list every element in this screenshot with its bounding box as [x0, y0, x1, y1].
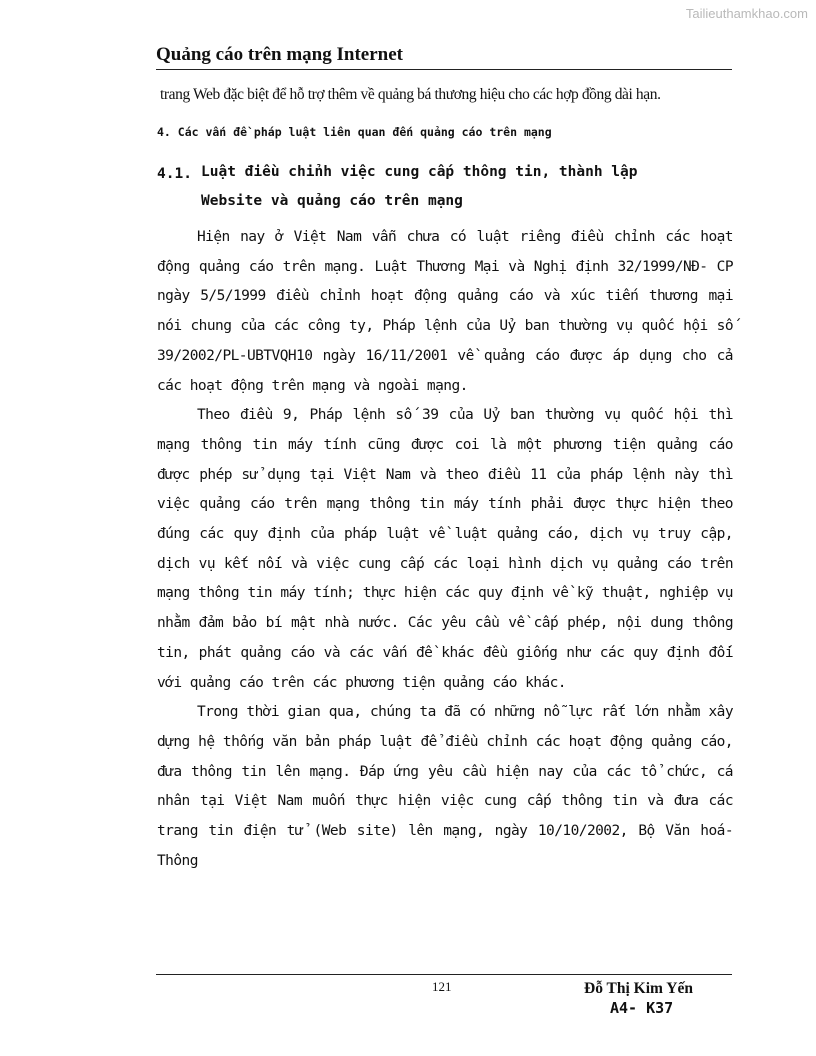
- page-number: 121: [432, 979, 452, 994]
- paragraph-1: Hiện nay ở Việt Nam vẫn chưa có luật riêng điều chỉnh các hoạt động quảng cáo trên mạng. Luật Thương Mại và Nghị định 32/1999/NĐ- CP ngày 5/5/1999 điều chỉnh hoạt động quảng cáo và xúc tiến thương mại nói chung của các công ty, Pháp lệnh của Uỷ ban thường vụ quốc hội số 39/2002/PL-UBTVQH10 ngày 16/11/2001 về quảng cáo được áp dụng cho cả các hoạt động trên mạng và ngoài mạng.: [157, 229, 733, 394]
- header-title: Quảng cáo trên mạng Internet: [156, 44, 403, 65]
- lead-line: trang Web đặc biệt để hỗ trợ thêm về quảng bá thương hiệu cho các hợp đồng dài hạn.: [160, 86, 661, 103]
- class-code: A4- K37: [610, 999, 674, 1017]
- section-4-1-line1: Luật điều chỉnh việc cung cấp thông tin, thành lập: [201, 164, 638, 180]
- body-text: [157, 223, 733, 876]
- page-header: [156, 44, 732, 70]
- author-name: Đỗ Thị Kim Yến: [584, 980, 693, 997]
- footer-divider: [156, 974, 732, 975]
- paragraph-3: Trong thời gian qua, chúng ta đã có những nỗ lực rất lớn nhằm xây dựng hệ thống văn bản pháp luật để điều chỉnh các hoạt động quảng cáo, đưa thông tin lên mạng. Đáp ứng yêu cầu hiện nay của các tổ chức, cá nhân tại Việt Nam muốn thực hiện việc cung cấp thông tin và đưa các trang tin điện tử (Web site) lên mạng, ngày 10/10/2002, Bộ Văn hoá- Thông: [157, 704, 733, 869]
- section-4-1-line2: Website và quảng cáo trên mạng: [201, 193, 463, 209]
- section-4-1-number: 4.1.: [157, 166, 192, 182]
- watermark: Tailieuthamkhao.com: [685, 6, 808, 21]
- section-4-heading: 4. Các vấn đề pháp luật liên quan đến quảng cáo trên mạng: [157, 125, 552, 139]
- paragraph-2: Theo điều 9, Pháp lệnh số 39 của Uỷ ban thường vụ quốc hội thì mạng thông tin máy tính cũng được coi là một phương tiện quảng cáo được phép sử dụng tại Việt Nam và theo điều 11 của pháp lệnh này thì việc quảng cáo trên mạng thông tin máy tính phải được thực hiện theo đúng các quy định của pháp luật về luật quảng cáo, dịch vụ truy cập, dịch vụ kết nối và việc cung cấp các loại hình dịch vụ quảng cáo trên mạng thông tin máy tính; thực hiện các quy định về kỹ thuật, nghiệp vụ nhằm đảm bảo bí mật nhà nước. Các yêu cầu về cấp phép, nội dung thông tin, phát quảng cáo và các vấn đề khác đều giống như các quy định đối với quảng cáo trên các phương tiện quảng cáo khác.: [157, 407, 733, 691]
